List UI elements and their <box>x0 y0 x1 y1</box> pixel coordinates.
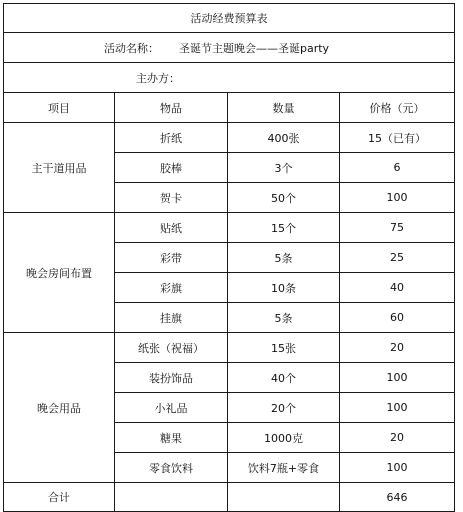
price-cell: 6 <box>340 153 455 183</box>
budget-table <box>3 3 455 512</box>
host-cell <box>4 63 455 93</box>
activity-name-label: 活动名称： <box>104 41 159 55</box>
item-cell: 折纸 <box>115 123 228 153</box>
total-row <box>4 483 455 512</box>
price-cell: 100 <box>340 393 455 423</box>
price-cell: 75 <box>340 213 455 243</box>
item-cell: 贺卡 <box>115 183 228 213</box>
item-cell: 挂旗 <box>115 303 228 333</box>
price-cell: 60 <box>340 303 455 333</box>
price-cell: 40 <box>340 273 455 303</box>
quantity-cell: 15个 <box>228 213 340 243</box>
price-cell: 100 <box>340 453 455 483</box>
price-cell: 25 <box>340 243 455 273</box>
category-cell: 晚会用品 <box>4 333 115 483</box>
price-cell: 100 <box>340 363 455 393</box>
item-cell: 小礼品 <box>115 393 228 423</box>
quantity-cell: 400张 <box>228 123 340 153</box>
total-empty-cell <box>115 483 228 512</box>
column-header-item: 物品 <box>115 93 228 123</box>
item-cell: 彩带 <box>115 243 228 273</box>
quantity-cell: 10条 <box>228 273 340 303</box>
quantity-cell: 5条 <box>228 303 340 333</box>
quantity-cell: 15张 <box>228 333 340 363</box>
host-row <box>4 63 455 93</box>
item-cell: 零食饮料 <box>115 453 228 483</box>
price-cell: 15（已有） <box>340 123 455 153</box>
quantity-cell: 20个 <box>228 393 340 423</box>
table-row <box>4 213 455 243</box>
quantity-cell: 饮料7瓶+零食 <box>228 453 340 483</box>
total-value: 646 <box>340 483 455 512</box>
quantity-cell: 40个 <box>228 363 340 393</box>
quantity-cell: 5条 <box>228 243 340 273</box>
quantity-cell: 50个 <box>228 183 340 213</box>
activity-name-row <box>4 33 455 63</box>
item-cell: 贴纸 <box>115 213 228 243</box>
item-cell: 糖果 <box>115 423 228 453</box>
table-row <box>4 333 455 363</box>
item-cell: 装扮饰品 <box>115 363 228 393</box>
item-cell: 纸张（祝福） <box>115 333 228 363</box>
column-header-category: 项目 <box>4 93 115 123</box>
host-label: 主办方： <box>136 71 180 85</box>
item-cell: 胶棒 <box>115 153 228 183</box>
category-cell: 晚会房间布置 <box>4 213 115 333</box>
column-header-quantity: 数量 <box>228 93 340 123</box>
quantity-cell: 1000克 <box>228 423 340 453</box>
table-title: 活动经费预算表 <box>4 4 455 33</box>
activity-name-value: 圣诞节主题晚会——圣诞party <box>179 41 330 55</box>
category-cell: 主干道用品 <box>4 123 115 213</box>
price-cell: 20 <box>340 333 455 363</box>
total-label: 合计 <box>4 483 115 512</box>
header-row <box>4 93 455 123</box>
activity-name-cell <box>4 33 455 63</box>
price-cell: 100 <box>340 183 455 213</box>
item-cell: 彩旗 <box>115 273 228 303</box>
column-header-price: 价格（元） <box>340 93 455 123</box>
budget-sheet <box>3 3 454 505</box>
total-empty-cell <box>228 483 340 512</box>
table-row <box>4 123 455 153</box>
title-row <box>4 4 455 33</box>
price-cell: 20 <box>340 423 455 453</box>
quantity-cell: 3个 <box>228 153 340 183</box>
